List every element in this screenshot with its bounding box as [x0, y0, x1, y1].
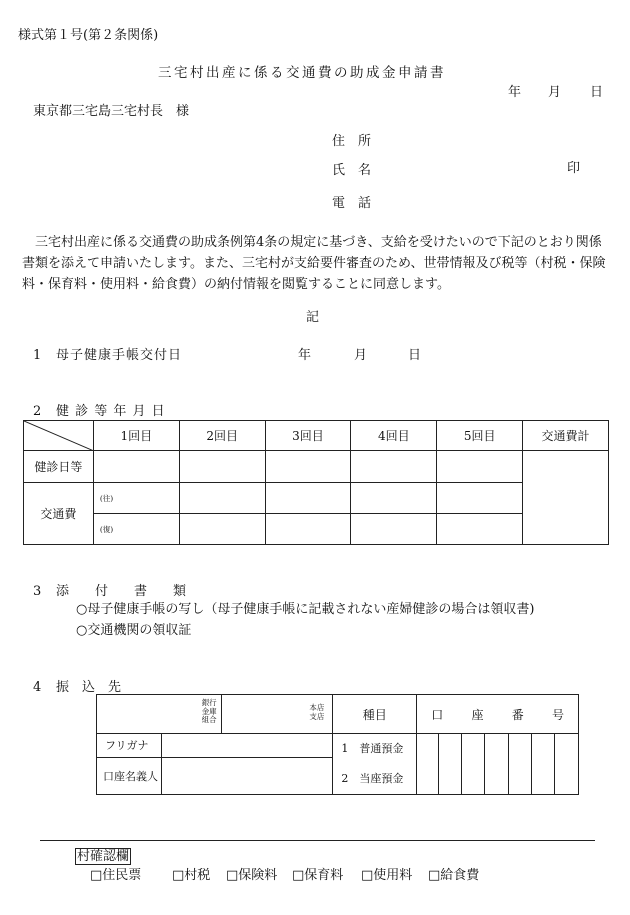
- date-day-label: 日: [590, 85, 604, 100]
- fare-return-1[interactable]: [93, 514, 179, 545]
- header-visit-1: 1回目: [93, 421, 179, 451]
- branch-type-labels: [309, 704, 324, 721]
- name-label: 氏 名: [332, 163, 372, 178]
- account-header-char-2: 座: [471, 707, 484, 722]
- bank-table: [96, 694, 579, 795]
- section1-number: 1: [33, 348, 42, 363]
- return-sub-label: (復): [99, 524, 114, 534]
- address-label: 住 所: [332, 134, 372, 149]
- branch-name-cell[interactable]: [221, 695, 333, 734]
- deposit-type-cell[interactable]: [333, 734, 417, 795]
- confirm-resident[interactable]: □住民票: [90, 868, 142, 883]
- account-digit-2[interactable]: [439, 734, 462, 795]
- furigana-input[interactable]: [161, 734, 333, 758]
- addressee: 東京都三宅島三宅村長 様: [33, 104, 190, 119]
- checkup-cell-2[interactable]: [179, 451, 265, 483]
- header-visit-4: 4回目: [351, 421, 437, 451]
- fare-return-2[interactable]: [179, 514, 265, 545]
- confirm-insurance[interactable]: □保険料: [226, 868, 278, 883]
- confirm-lunch[interactable]: □給食費: [428, 868, 480, 883]
- deposit-type-current: 2 当座預金: [341, 772, 404, 785]
- account-digit-6[interactable]: [531, 734, 554, 795]
- seal-label: 印: [567, 161, 581, 176]
- checkup-cell-5[interactable]: [437, 451, 523, 483]
- branch-type-main: 本店: [309, 703, 325, 712]
- page-title: 三宅村出産に係る交通費の助成金申請書: [158, 65, 446, 81]
- attachment-item-1: ○母子健康手帳の写し（母子健康手帳に記載されない産婦健診の場合は領収書): [76, 602, 535, 617]
- header-visit-5: 5回目: [437, 421, 523, 451]
- fare-return-5[interactable]: [437, 514, 523, 545]
- total-fare-cell[interactable]: [523, 451, 609, 545]
- diagonal-cell: [24, 421, 94, 451]
- consent-paragraph: 三宅村出産に係る交通費の助成条例第4条の規定に基づき、支給を受けたいので下記のとおり関係書類を添えて申請いたします。また、三宅村が支給要件審査のため、世帯情報及び税等（村税・保険料・保育料・使用料・給食費）の納付情報を閲覧することに同意します。: [22, 235, 606, 292]
- fare-return-4[interactable]: [351, 514, 437, 545]
- attachment-item-2: ○交通機関の領収証: [76, 623, 192, 638]
- checkup-cell-3[interactable]: [265, 451, 351, 483]
- confirm-usage-fee[interactable]: □使用料: [361, 868, 413, 883]
- bank-type-union: 組合: [201, 715, 217, 725]
- header-visit-2: 2回目: [179, 421, 265, 451]
- section2-label: 健 診 等 年 月 日: [56, 404, 166, 419]
- holder-label: 口座名義人: [97, 757, 162, 794]
- fare-outbound-3[interactable]: [265, 483, 351, 514]
- fare-outbound-1[interactable]: [93, 483, 179, 514]
- checkup-cell-1[interactable]: [93, 451, 179, 483]
- checkup-table: [23, 420, 609, 545]
- section1-label: 母子健康手帳交付日: [56, 348, 183, 363]
- section1-year: 年: [298, 348, 312, 363]
- section4-label: 振 込 先: [56, 680, 122, 695]
- confirm-tax[interactable]: □村税: [172, 868, 211, 883]
- fare-outbound-2[interactable]: [179, 483, 265, 514]
- row-fare-label: 交通費: [24, 483, 94, 545]
- section1-day: 日: [408, 348, 422, 363]
- account-digit-1[interactable]: [417, 734, 439, 795]
- section1-month: 月: [354, 348, 368, 363]
- phone-label: 電 話: [332, 196, 372, 211]
- bank-type-labels: [202, 699, 217, 725]
- confirm-childcare[interactable]: □保育料: [292, 868, 344, 883]
- bank-type-bank: 銀行: [201, 698, 217, 707]
- date-year-label: 年: [508, 85, 522, 100]
- date-month-label: 月: [548, 85, 562, 100]
- diagonal-line: [24, 421, 94, 451]
- header-visit-3: 3回目: [265, 421, 351, 451]
- section2-number: 2: [33, 404, 42, 419]
- fare-outbound-4[interactable]: [351, 483, 437, 514]
- section4-number: 4: [33, 680, 42, 695]
- account-digit-4[interactable]: [485, 734, 509, 795]
- deposit-type-ordinary: 1 普通預金: [341, 742, 404, 755]
- section3-number: 3: [33, 584, 42, 599]
- outbound-sub-label: (往): [99, 493, 114, 503]
- divider-line: [40, 840, 595, 841]
- account-digit-5[interactable]: [509, 734, 532, 795]
- fare-return-3[interactable]: [265, 514, 351, 545]
- account-digit-3[interactable]: [462, 734, 485, 795]
- branch-type-branch: 支店: [309, 711, 325, 721]
- account-header-char-3: 番: [511, 707, 524, 722]
- ki-label: 記: [306, 310, 320, 325]
- checkup-cell-4[interactable]: [351, 451, 437, 483]
- account-header-char-4: 号: [551, 707, 564, 722]
- holder-input[interactable]: [161, 757, 333, 794]
- section3-label: 添 付 書 類: [56, 584, 187, 599]
- account-number-header: [417, 695, 579, 734]
- bank-type-credit: 金庫: [201, 706, 217, 716]
- header-total-fare: 交通費計: [523, 421, 609, 451]
- bank-name-cell[interactable]: [97, 695, 222, 734]
- fare-outbound-5[interactable]: [437, 483, 523, 514]
- type-header: 種目: [333, 695, 417, 734]
- furigana-label: フリガナ: [97, 734, 162, 758]
- confirm-title: 村確認欄: [77, 849, 130, 864]
- account-header-char-1: 口: [431, 707, 444, 722]
- account-digit-7[interactable]: [554, 734, 578, 795]
- form-id: 様式第１号(第２条関係): [18, 28, 159, 43]
- row-checkup-label: 健診日等: [24, 451, 94, 483]
